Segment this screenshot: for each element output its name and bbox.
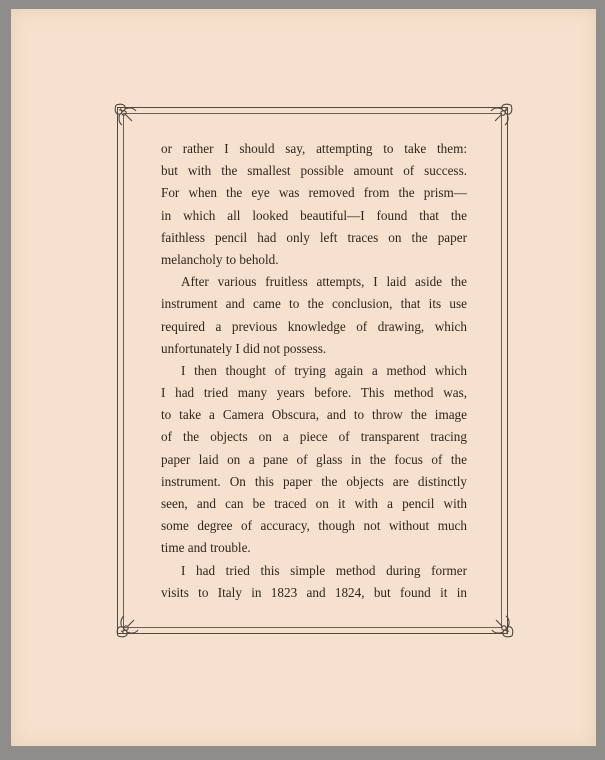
text-line: in which all looked beautiful—I found that the (161, 207, 467, 223)
text-line: paper laid on a pane of glass in the focus of the (161, 451, 467, 467)
text-line: For when the eye was removed from the prism— (161, 185, 467, 201)
text-line: I had tried many years before. This method was, (161, 385, 467, 401)
text-line: seen, and can be traced on it with a pencil with (161, 496, 467, 511)
text-line: time and trouble. (161, 540, 251, 556)
text-line: to take a Camera Obscura, and to throw the image (161, 407, 467, 423)
text-line: of the objects on a piece of transparent tracing (161, 429, 467, 445)
corner-ornament-icon (489, 101, 515, 127)
text-line: After various fruitless attempts, I laid aside the (181, 274, 467, 290)
text-line: some degree of accuracy, though not without much (161, 518, 467, 534)
text-line: but with the smallest possible amount of success. (161, 163, 467, 179)
corner-ornament-icon (490, 614, 516, 640)
text-line: instrument. On this paper the objects are distinctly (161, 473, 467, 489)
text-line: required a previous knowledge of drawing, which (161, 318, 467, 334)
text-line: I had tried this simple method during former (181, 562, 467, 578)
text-line: or rather I should say, attempting to take them: (161, 141, 467, 156)
text-line: melancholy to behold. (161, 251, 279, 267)
page-text (161, 138, 467, 604)
corner-ornament-icon (114, 614, 140, 640)
text-line: instrument and came to the conclusion, that its use (161, 296, 467, 312)
text-line: visits to Italy in 1823 and 1824, but found it in (161, 584, 467, 600)
text-line: I then thought of trying again a method which (181, 362, 467, 378)
corner-ornament-icon (112, 101, 138, 127)
text-line: faithless pencil had only left traces on the paper (161, 229, 467, 245)
text-line: unfortunately I did not possess. (161, 340, 327, 356)
